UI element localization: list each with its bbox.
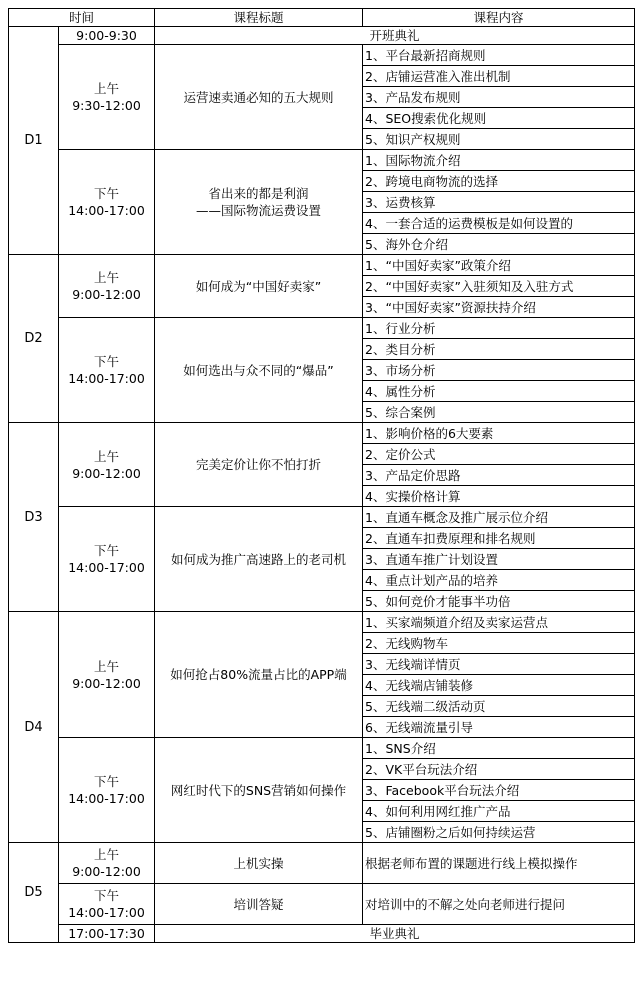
- period-label: 上午: [94, 847, 120, 862]
- d4-pm-title: 网红时代下的SNS营销如何操作: [155, 738, 363, 843]
- content-item: 3、直通车推广计划设置: [363, 549, 635, 570]
- content-item: 4、无线端店铺装修: [363, 675, 635, 696]
- content-item: 5、如何竞价才能事半功倍: [363, 591, 635, 612]
- content-item: 2、直通车扣费原理和排名规则: [363, 528, 635, 549]
- hours-label: 9:00-12:00: [72, 675, 141, 691]
- content-item: 3、“中国好卖家”资源扶持介绍: [363, 297, 635, 318]
- period-label: 上午: [94, 270, 120, 285]
- content-item: 1、“中国好卖家”政策介绍: [363, 255, 635, 276]
- content-item: 3、运费核算: [363, 192, 635, 213]
- d5-pm-content: 对培训中的不解之处向老师进行提问: [363, 884, 635, 925]
- table-row: [9, 843, 635, 884]
- day-label-d4: D4: [9, 612, 59, 843]
- hours-label: 14:00-17:00: [68, 560, 145, 575]
- header-title: 课程标题: [155, 9, 363, 27]
- content-item: 4、属性分析: [363, 381, 635, 402]
- content-item: 5、无线端二级活动页: [363, 696, 635, 717]
- d3-pm-title: 如何成为推广高速路上的老司机: [155, 507, 363, 612]
- content-item: 2、跨境电商物流的选择: [363, 171, 635, 192]
- d3-am-title: 完美定价让你不怕打折: [155, 423, 363, 507]
- hours-label: 9:00-12:00: [72, 864, 141, 879]
- content-item: 4、如何利用网红推广产品: [363, 801, 635, 822]
- title-line-2: ——国际物流运费设置: [196, 203, 322, 218]
- content-item: 5、店铺圈粉之后如何持续运营: [363, 822, 635, 843]
- course-schedule-table: [8, 8, 635, 943]
- content-item: 1、买家端频道介绍及卖家运营点: [363, 612, 635, 633]
- period-label: 下午: [94, 888, 120, 903]
- hours-label: 14:00-17:00: [68, 203, 145, 218]
- table-row: [9, 423, 635, 444]
- d5-am-content: 根据老师布置的课题进行线上模拟操作: [363, 843, 635, 884]
- d3-am-time: [59, 423, 155, 507]
- day-label-d5: D5: [9, 843, 59, 943]
- content-item: 1、直通车概念及推广展示位介绍: [363, 507, 635, 528]
- header-content: 课程内容: [363, 9, 635, 27]
- hours-label: 14:00-17:00: [68, 791, 145, 806]
- table-row: [9, 45, 635, 66]
- hours-label: 14:00-17:00: [68, 371, 145, 386]
- hours-label: 14:00-17:00: [68, 905, 145, 920]
- period-label: 上午: [94, 81, 120, 96]
- content-item: 2、无线购物车: [363, 633, 635, 654]
- content-item: 5、综合案例: [363, 402, 635, 423]
- table-row: [9, 255, 635, 276]
- hours-label: 9:30-12:00: [72, 98, 141, 113]
- d4-am-time: [59, 612, 155, 738]
- d5-pm-title: 培训答疑: [155, 884, 363, 925]
- header-row: [9, 9, 635, 27]
- d5-am-title: 上机实操: [155, 843, 363, 884]
- table-row: [9, 150, 635, 171]
- d5-pm-time: [59, 884, 155, 925]
- content-item: 1、影响价格的6大要素: [363, 423, 635, 444]
- content-item: 2、店铺运营准入准出机制: [363, 66, 635, 87]
- content-item: 4、重点计划产品的培养: [363, 570, 635, 591]
- content-item: 4、实操价格计算: [363, 486, 635, 507]
- d1-opening-ceremony: 开班典礼: [155, 27, 635, 45]
- d4-am-title: 如何抢占80%流量占比的APP端: [155, 612, 363, 738]
- d1-opening-time: 9:00-9:30: [59, 27, 155, 45]
- table-row: [9, 318, 635, 339]
- d2-pm-time: [59, 318, 155, 423]
- content-item: 1、国际物流介绍: [363, 150, 635, 171]
- table-row: [9, 612, 635, 633]
- d2-pm-title: 如何选出与众不同的“爆品”: [155, 318, 363, 423]
- content-item: 5、知识产权规则: [363, 129, 635, 150]
- d5-closing-time: 17:00-17:30: [59, 925, 155, 943]
- content-item: 2、“中国好卖家”入驻须知及入驻方式: [363, 276, 635, 297]
- d3-pm-time: [59, 507, 155, 612]
- hours-label: 9:00-12:00: [72, 465, 141, 481]
- table-row: [9, 507, 635, 528]
- d1-pm-title: [155, 150, 363, 255]
- table-row: [9, 884, 635, 925]
- content-item: 3、产品定价思路: [363, 465, 635, 486]
- day-label-d1: D1: [9, 27, 59, 255]
- d5-closing-row: [9, 925, 635, 943]
- day-label-d2: D2: [9, 255, 59, 423]
- period-label: 上午: [94, 658, 120, 674]
- content-item: 2、VK平台玩法介绍: [363, 759, 635, 780]
- day-label-d3: D3: [9, 423, 59, 612]
- d1-opening-row: [9, 27, 635, 45]
- d4-pm-time: [59, 738, 155, 843]
- period-label: 上午: [94, 448, 120, 464]
- table-row: [9, 738, 635, 759]
- content-item: 1、行业分析: [363, 318, 635, 339]
- d2-am-time: [59, 255, 155, 318]
- content-item: 3、产品发布规则: [363, 87, 635, 108]
- content-item: 3、市场分析: [363, 360, 635, 381]
- content-item: 4、一套合适的运费模板是如何设置的: [363, 213, 635, 234]
- d1-pm-time: [59, 150, 155, 255]
- content-item: 4、SEO搜索优化规则: [363, 108, 635, 129]
- content-item: 2、类目分析: [363, 339, 635, 360]
- period-label: 下午: [94, 354, 120, 369]
- content-item: 1、平台最新招商规则: [363, 45, 635, 66]
- period-label: 下午: [94, 186, 120, 201]
- content-item: 3、Facebook平台玩法介绍: [363, 780, 635, 801]
- content-item: 3、无线端详情页: [363, 654, 635, 675]
- d5-closing-ceremony: 毕业典礼: [155, 925, 635, 943]
- period-label: 下午: [94, 774, 120, 789]
- content-item: 1、SNS介绍: [363, 738, 635, 759]
- header-time: 时间: [9, 9, 155, 27]
- content-item: 2、定价公式: [363, 444, 635, 465]
- d1-am-time: [59, 45, 155, 150]
- d2-am-title: 如何成为“中国好卖家”: [155, 255, 363, 318]
- d5-am-time: [59, 843, 155, 884]
- title-line-1: 省出来的都是利润: [208, 186, 309, 201]
- content-item: 6、无线端流量引导: [363, 717, 635, 738]
- d1-am-title: 运营速卖通必知的五大规则: [155, 45, 363, 150]
- hours-label: 9:00-12:00: [72, 287, 141, 302]
- period-label: 下午: [94, 543, 120, 558]
- content-item: 5、海外仓介绍: [363, 234, 635, 255]
